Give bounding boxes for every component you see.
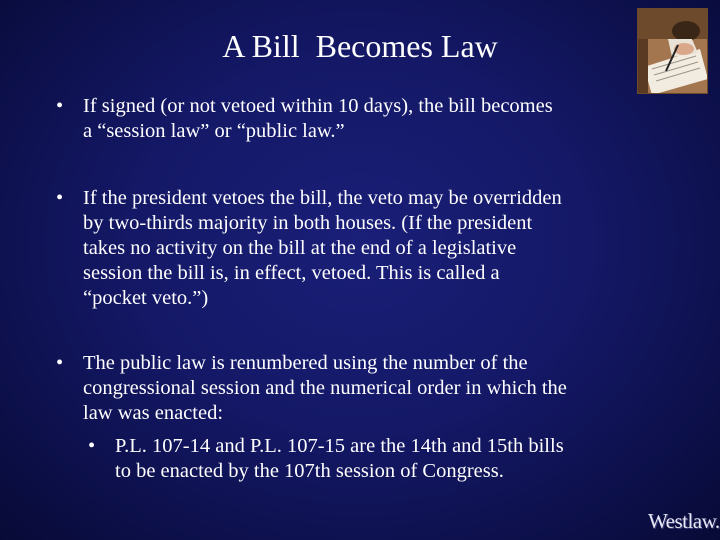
westlaw-logo: Westlaw. xyxy=(648,509,720,533)
slide-title: A Bill Becomes Law xyxy=(222,28,498,64)
bullet-item xyxy=(56,351,656,426)
bullet-text: If signed (or not vetoed within 10 days), the bill becomes a “session law” or “public law.” xyxy=(83,95,553,142)
sub-bullet-text: P.L. 107-14 and P.L. 107-15 are the 14th and 15th bills to be enacted by the 107th session of Congress. xyxy=(115,435,564,482)
bullet-item xyxy=(56,186,656,311)
bullet-item xyxy=(56,94,656,144)
bullet-marker: • xyxy=(56,352,64,374)
sub-bullet-marker: • xyxy=(88,435,96,457)
bullet-marker: • xyxy=(56,95,64,117)
bullet-text: The public law is renumbered using the number of the congressional session and the numerical order in which the law was enacted: xyxy=(83,352,567,424)
bullet-text: If the president vetoes the bill, the veto may be overridden by two-thirds majority in both houses. (If the president takes no activity on the bill at the end of a legislative session the bill is, in effect, vetoed. This is called a “pocket veto.”) xyxy=(83,187,562,309)
sub-bullet-item xyxy=(88,434,668,484)
signing-bill-photo xyxy=(637,8,708,94)
bullet-marker: • xyxy=(56,187,64,209)
